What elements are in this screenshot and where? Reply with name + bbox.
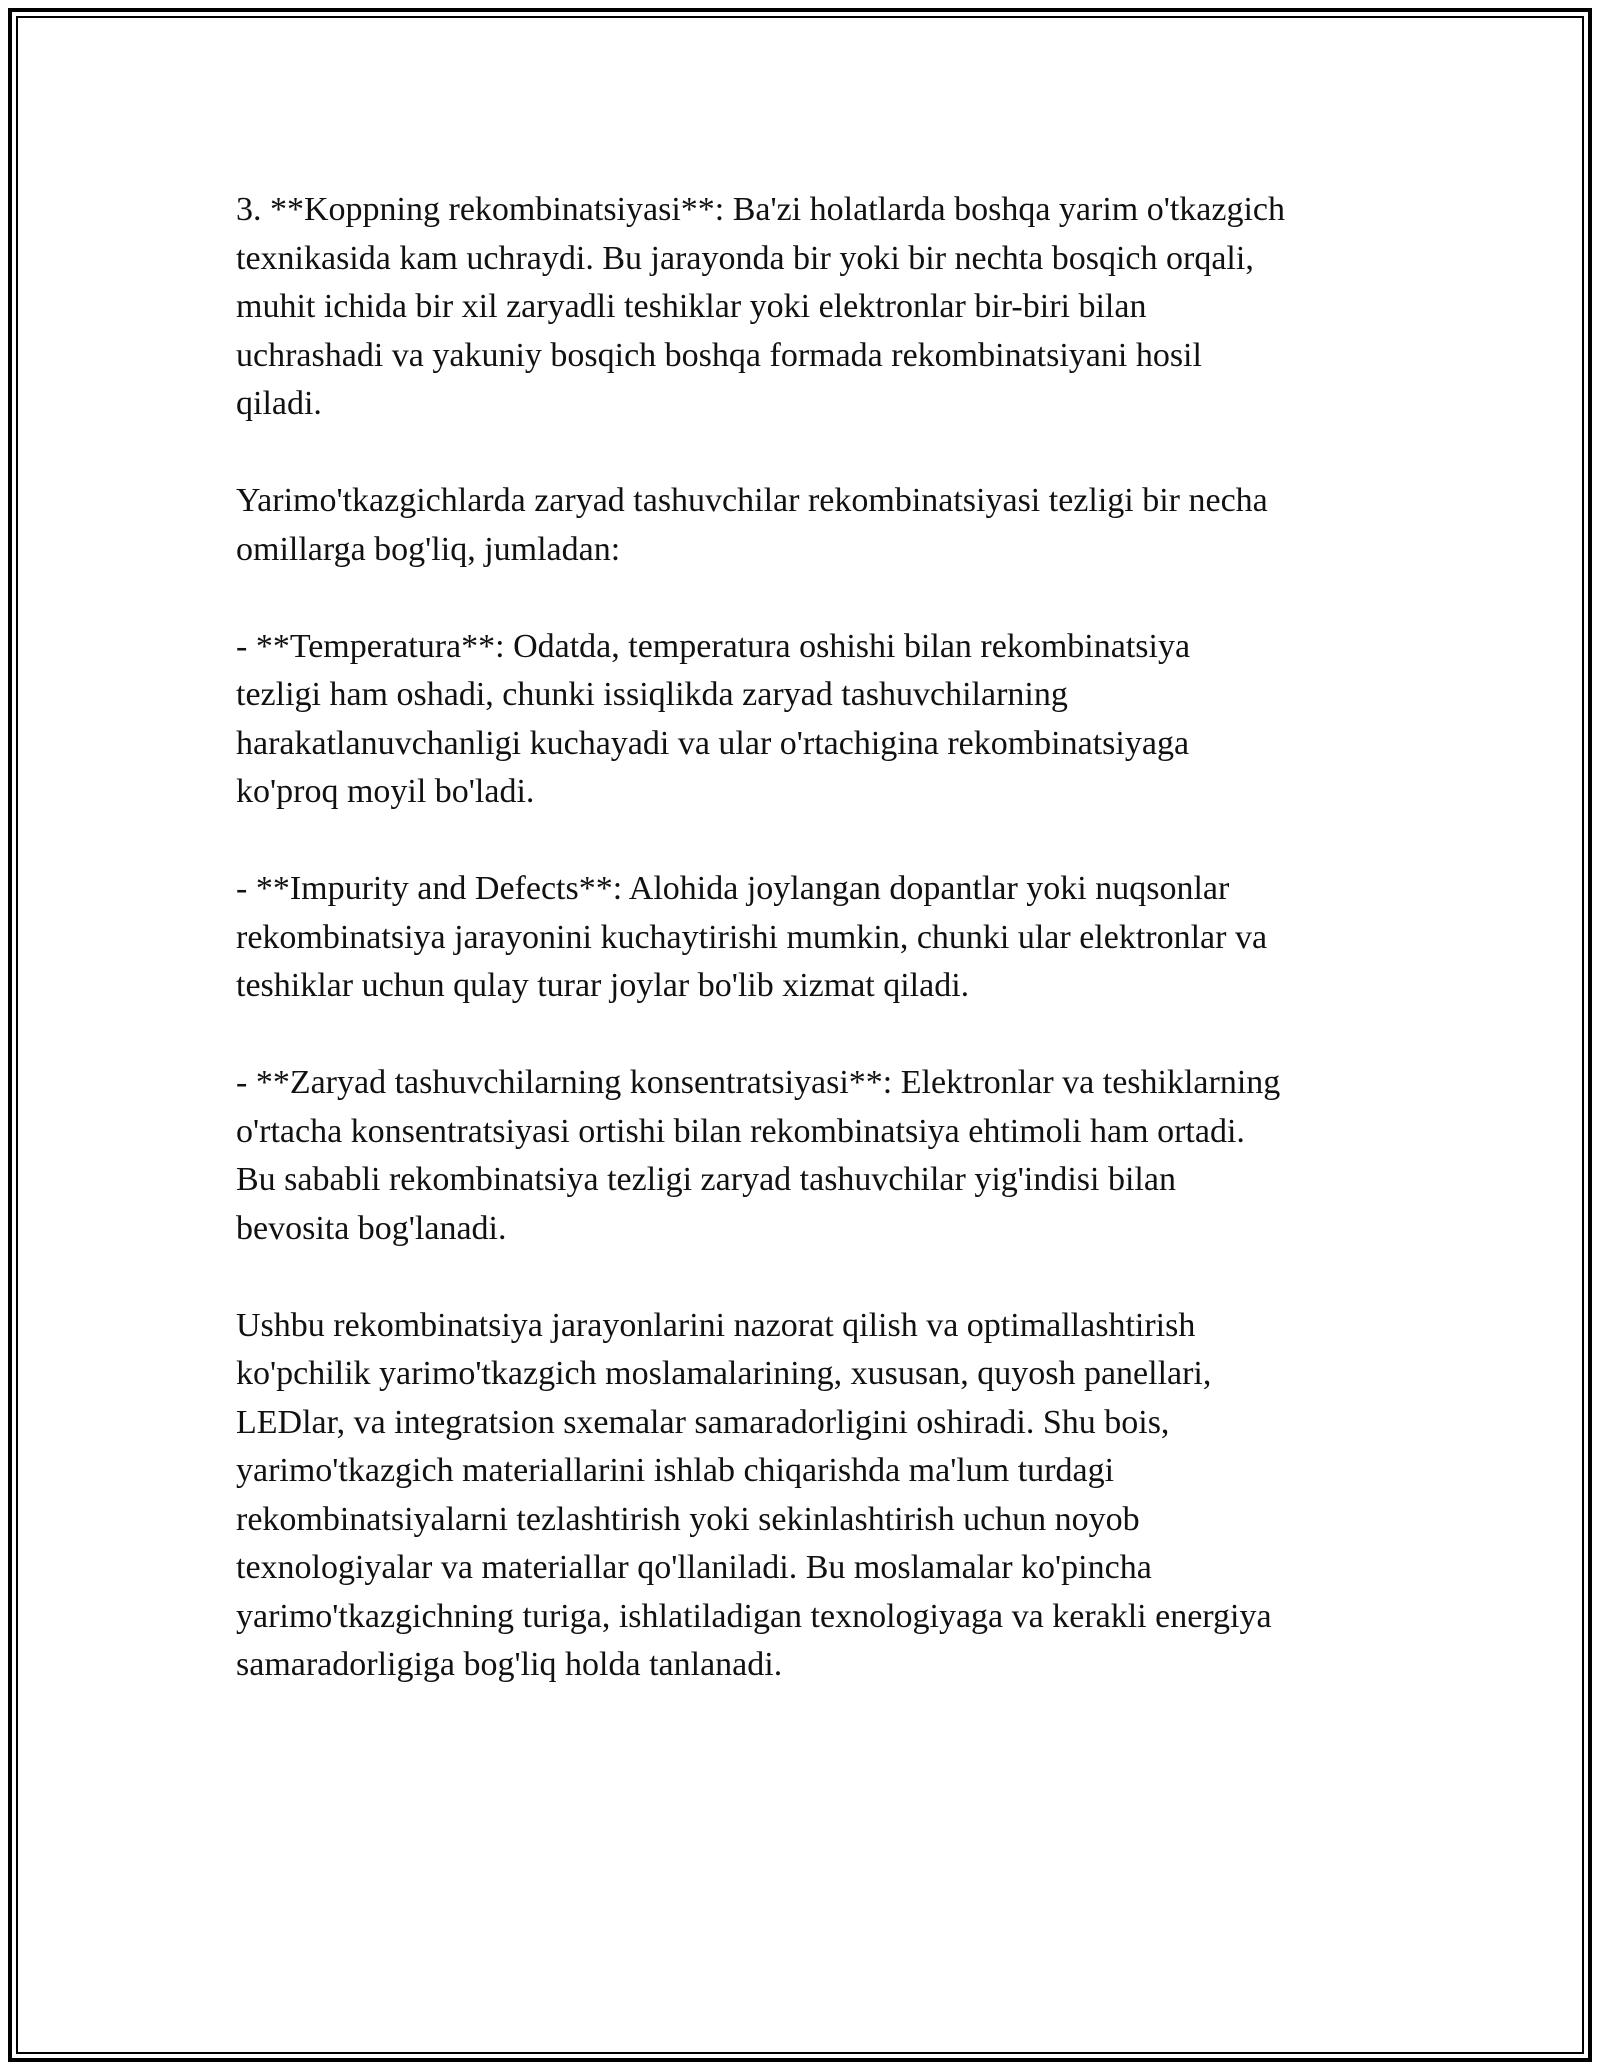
paragraph-conclusion: Ushbu rekombinatsiya jarayonlarini nazorat qilish va optimallashtirish ko'pchilik yarimo'tkazgich moslamalarining, xususan, quyosh panellari, LEDlar, va integratsion sxemalar samaradorligini oshiradi. Shu bois, yarimo'tkazgich materiallarini ishlab chiqarishda ma'lum turdagi rekombinatsiyalarni tezlashtirish yoki sekinlashtirish uchun noyob texnologiyalar va materiallar qo'llaniladi. Bu moslamalar ko'pincha yarimo'tkazgichning turiga, ishlatiladigan texnologiyaga va kerakli energiya samaradorligiga bog'liq holda tanlanadi. xyxy=(236,1306,1272,1683)
document-body xyxy=(236,186,1376,1690)
paragraph-rekombinatsiya-tezligi-intro: Yarimo'tkazgichlarda zaryad tashuvchilar rekombinatsiyasi tezligi bir necha omillarga bog'liq, jumladan: xyxy=(236,482,1268,568)
paragraph-temperatura: - **Temperatura**: Odatda, temperatura oshishi bilan rekombinatsiya tezligi ham oshadi, chunki issiqlikda zaryad tashuvchilarning harakatlanuvchanligi kuchayadi va ular o'rtachigina rekombinatsiyaga ko'proq moyil bo'ladi. xyxy=(236,627,1191,810)
paragraph-zaryad-konsentratsiyasi: - **Zaryad tashuvchilarning konsentratsiyasi**: Elektronlar va teshiklarning o'rtacha konsentratsiyasi ortishi bilan rekombinatsiya ehtimoli ham ortadi. Bu sababli rekombinatsiya tezligi zaryad tashuvchilar yig'indisi bilan bevosita bog'lanadi. xyxy=(236,1064,1281,1247)
paragraph-impurity-and-defects: - **Impurity and Defects**: Alohida joylangan dopantlar yoki nuqsonlar rekombinatsiya jarayonini kuchaytirishi mumkin, chunki ular elektronlar va teshiklar uchun qulay turar joylar bo'lib xizmat qiladi. xyxy=(236,870,1268,1004)
paragraph-koppning-rekombinatsiyasi: 3. **Koppning rekombinatsiyasi**: Ba'zi holatlarda boshqa yarim o'tkazgich texnikasida kam uchraydi. Bu jarayonda bir yoki bir nechta bosqich orqali, muhit ichida bir xil zaryadli teshiklar yoki elektronlar bir-biri bilan uchrashadi va yakuniy bosqich boshqa formada rekombinatsiyani hosil qiladi. xyxy=(236,191,1286,422)
